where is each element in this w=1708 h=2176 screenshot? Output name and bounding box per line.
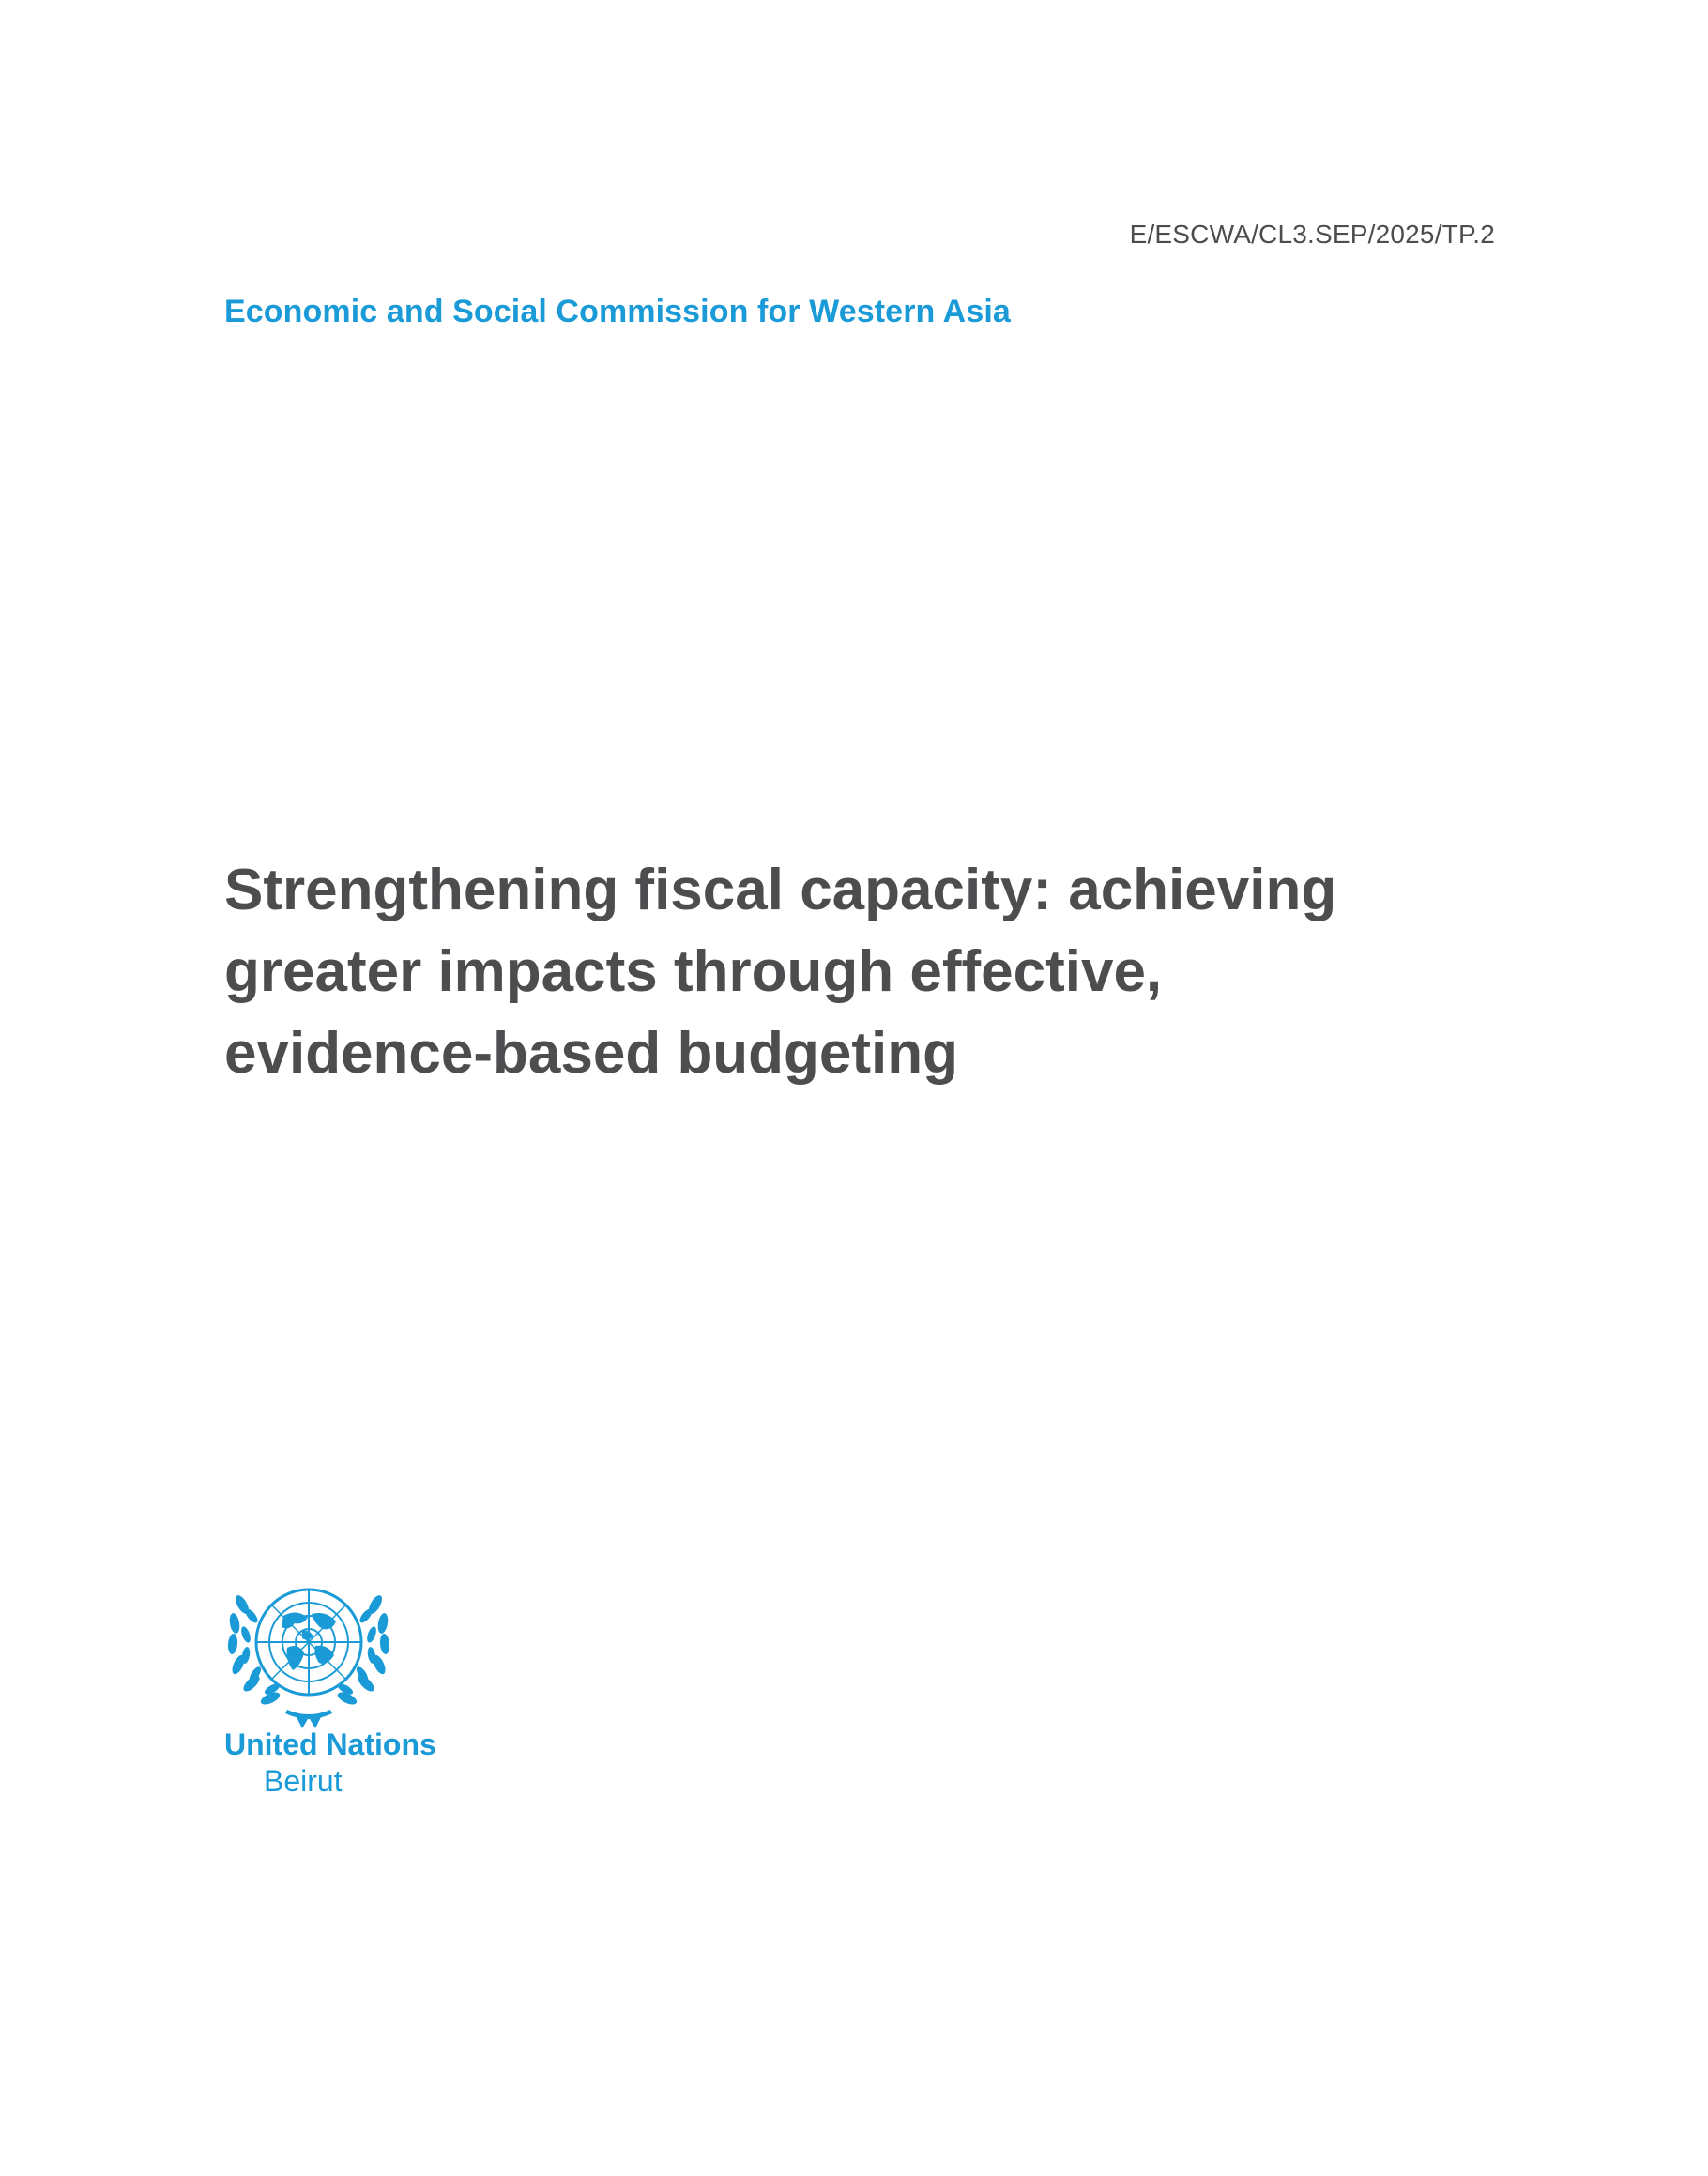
un-name: United Nations — [224, 1727, 436, 1761]
un-city: Beirut — [264, 1764, 343, 1798]
title-line: Strengthening fiscal capacity: achieving — [224, 858, 1337, 922]
title-line: evidence-based budgeting — [224, 1021, 959, 1086]
title-line: greater impacts through effective, — [224, 939, 1163, 1004]
document-symbol: E/ESCWA/CL3.SEP/2025/TP.2 — [1129, 220, 1495, 249]
organization-name: Economic and Social Commission for Western Asia — [224, 294, 1011, 329]
un-emblem-icon — [221, 1576, 396, 1730]
document-title — [224, 849, 1444, 1094]
